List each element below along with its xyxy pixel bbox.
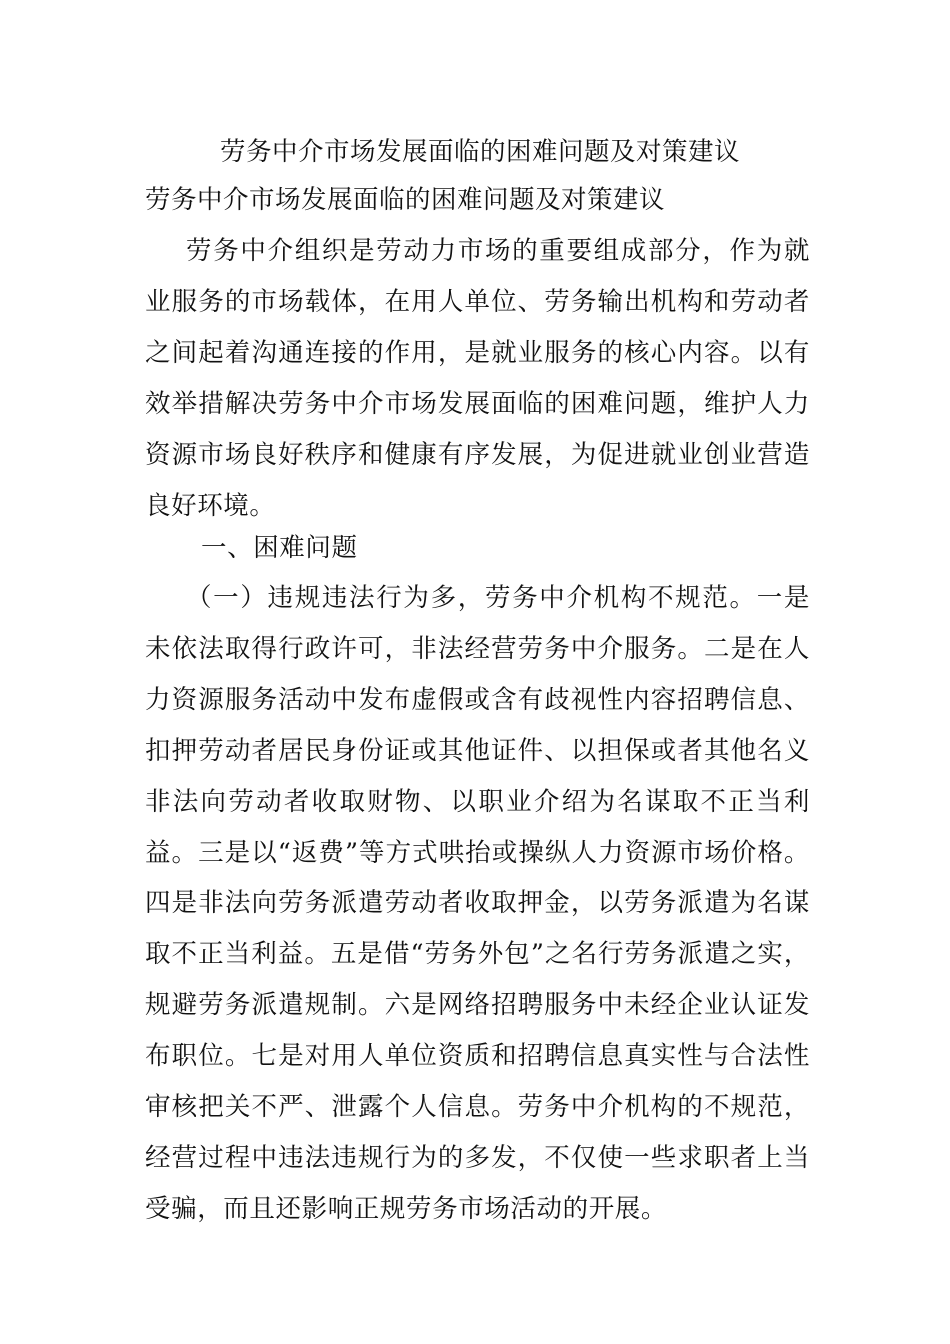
document-subtitle: 劳务中介市场发展面临的困难问题及对策建议 [145,185,666,215]
intro-paragraph: 劳务中介组织是劳动力市场的重要组成部分，作为就业服务的市场载体，在用人单位、劳务输出机构和劳动者之间起着沟通连接的作用，是就业服务的核心内容。以有效举措解决劳务中介市场发展面临的困难问题，维护人力资源市场良好秩序和健康有序发展，为促进就业创业营造良好环境。 [145,236,810,521]
issue-paragraph: （一）违规违法行为多，劳务中介机构不规范。一是未依法取得行政许可，非法经营劳务中介服务。二是在人力资源服务活动中发布虚假或含有歧视性内容招聘信息、扣押劳动者居民身份证或其他证件、以担保或者其他名义非法向劳动者收取财物、以职业介绍为名谋取不正当利益。三是以“返费”等方式哄抬或操纵人力资源市场价格。四是非法向劳务派遣劳动者收取押金，以劳务派遣为名谋取不正当利益。五是借“劳务外包”之名行劳务派遣之实，规避劳务派遣规制。六是网络招聘服务中未经企业认证发布职位。七是对用人单位资质和招聘信息真实性与合法性审核把关不严、泄露个人信息。劳务中介机构的不规范，经营过程中违法违规行为的多发，不仅使一些求职者上当受骗，而且还影响正规劳务市场活动的开展。 [145,583,810,1224]
section-heading: 一、困难问题 [201,533,358,563]
document-title: 劳务中介市场发展面临的困难问题及对策建议 [220,137,741,167]
